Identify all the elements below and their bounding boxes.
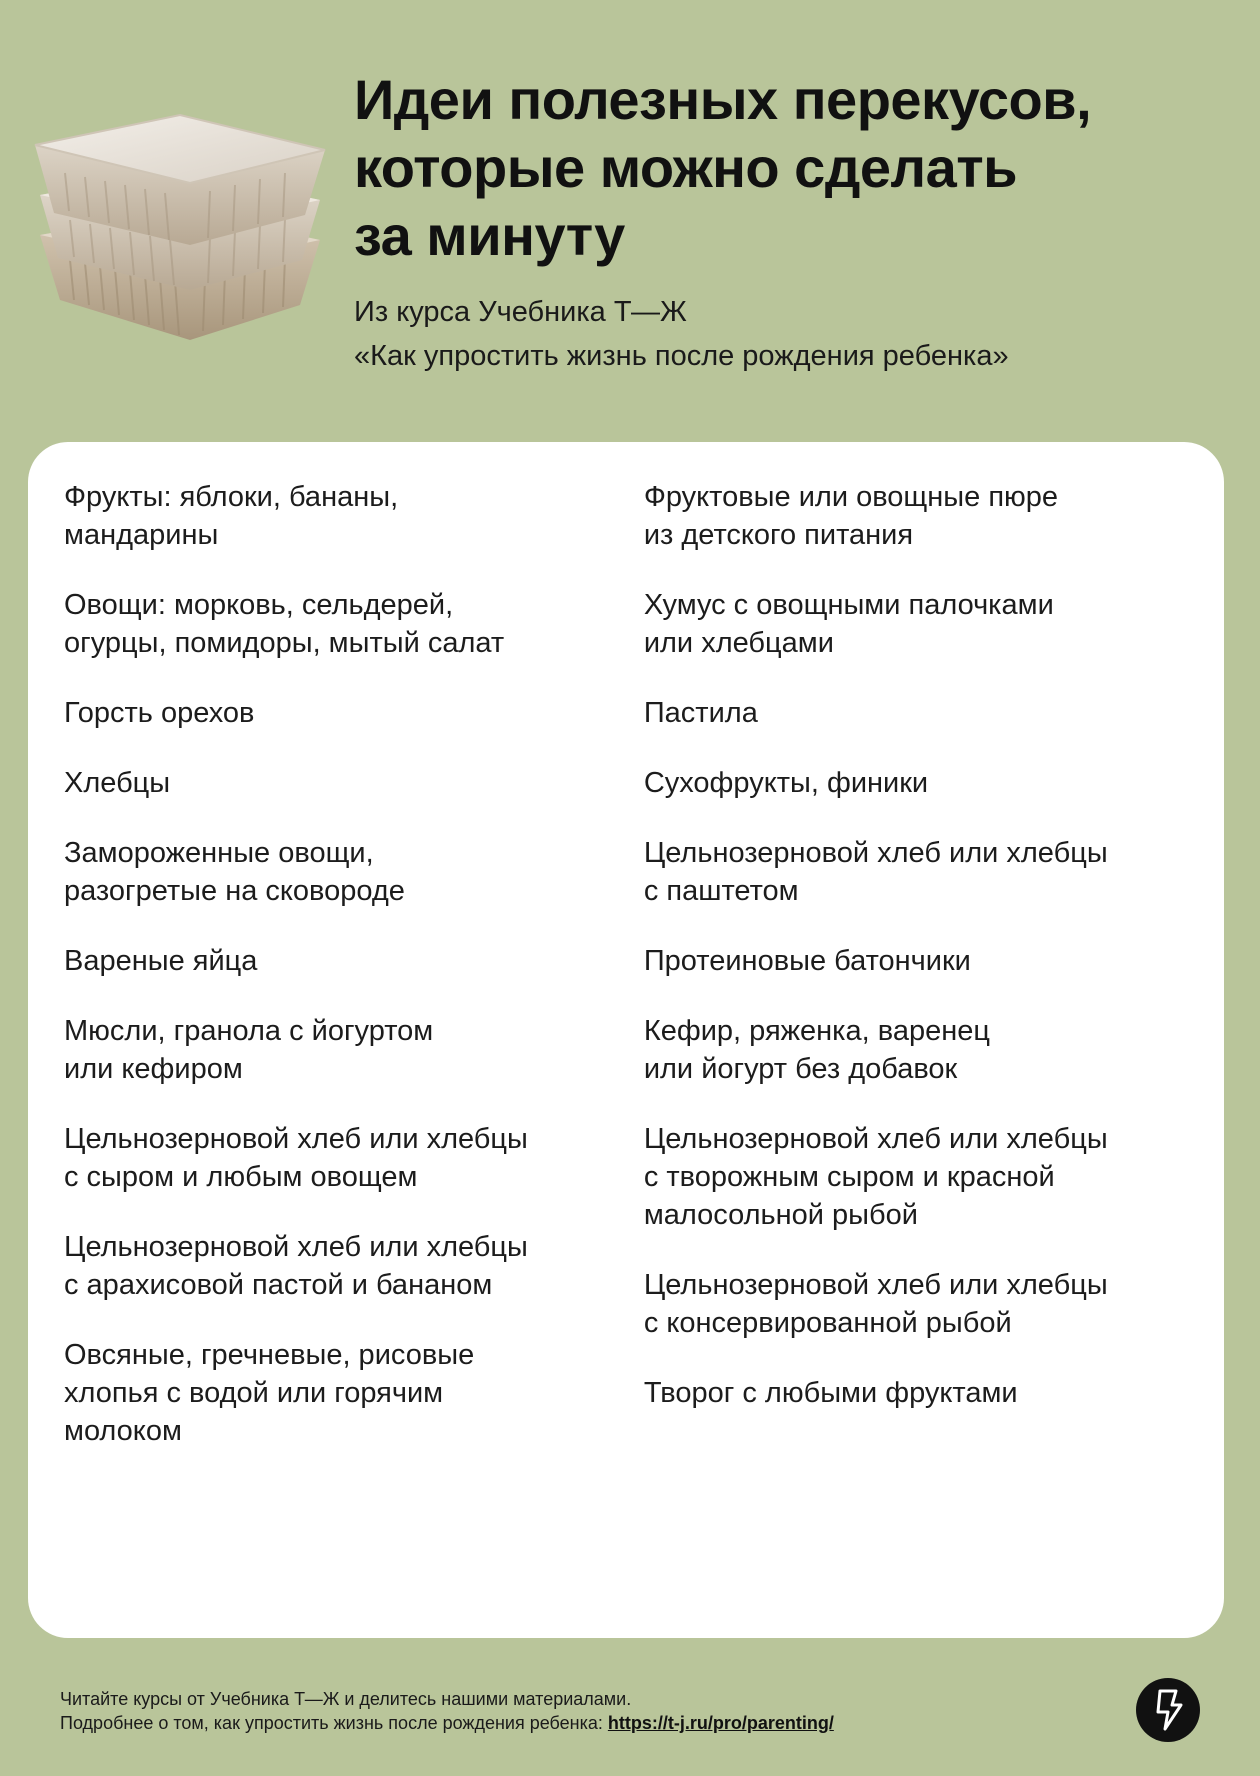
snack-item	[644, 834, 1188, 910]
snack-item	[64, 694, 644, 732]
snack-item-line: Вареные яйца	[64, 945, 258, 977]
snack-item	[644, 942, 1188, 980]
snack-item	[644, 1120, 1188, 1234]
snack-column-right	[644, 478, 1188, 1482]
snack-item	[644, 764, 1188, 802]
snack-item	[644, 694, 1188, 732]
snack-item-line: Хумус с овощными палочками	[643, 589, 1054, 621]
food-containers-illustration	[30, 95, 330, 345]
snack-item-line: Фрукты: яблоки, бананы,	[64, 481, 399, 513]
snack-item	[644, 1012, 1188, 1088]
snack-item-line: Фруктовые или овощные пюре	[643, 481, 1059, 513]
snack-item	[64, 478, 644, 554]
page-title	[354, 66, 1234, 270]
subtitle-line: «Как упростить жизнь после рождения ребенка»	[354, 340, 1009, 372]
footer-line-2-text: Подробнее о том, как упростить жизнь после рождения ребенка:	[60, 1713, 608, 1733]
snack-item-line: или кефиром	[64, 1053, 243, 1085]
snack-item-line: Цельнозерновой хлеб или хлебцы	[643, 837, 1108, 869]
snack-item-line: Протеиновые батончики	[643, 945, 971, 977]
snack-item-line: с паштетом	[643, 875, 799, 907]
snack-item-line: или йогурт без добавок	[643, 1053, 958, 1085]
snack-item	[644, 586, 1188, 662]
snack-item-line: с консервированной рыбой	[643, 1307, 1012, 1339]
snack-column-left	[64, 478, 644, 1482]
snack-item-line: Хлебцы	[64, 767, 171, 799]
snack-item-line: огурцы, помидоры, мытый салат	[64, 627, 505, 659]
snack-item	[64, 834, 644, 910]
snack-item-line: Цельнозерновой хлеб или хлебцы	[643, 1269, 1108, 1301]
snack-item-line: с сыром и любым овощем	[64, 1161, 418, 1193]
snack-item	[64, 764, 644, 802]
snack-item-line: Кефир, ряженка, варенец	[643, 1015, 990, 1047]
snack-item-line: Цельнозерновой хлеб или хлебцы	[64, 1231, 528, 1263]
snack-list-card	[28, 442, 1224, 1638]
snack-item-line: разогретые на сковороде	[64, 875, 405, 907]
snack-item-line: малосольной рыбой	[643, 1199, 918, 1231]
snack-item-line: из детского питания	[643, 519, 914, 551]
snack-item-line: Мюсли, гранола с йогуртом	[64, 1015, 434, 1047]
title-line: Идеи полезных перекусов,	[354, 68, 1092, 131]
lightning-logo-icon[interactable]	[1136, 1678, 1200, 1742]
snack-item-line: с творожным сыром и красной	[643, 1161, 1055, 1193]
course-link[interactable]: https://t-j.ru/pro/parenting/	[607, 1713, 834, 1733]
snack-item-line: Цельнозерновой хлеб или хлебцы	[643, 1123, 1108, 1155]
snack-item-line: Творог с любыми фруктами	[643, 1377, 1018, 1409]
snack-item-line: Горсть орехов	[64, 697, 255, 729]
title-line: за минуту	[354, 204, 625, 267]
snack-item	[64, 942, 644, 980]
snack-item	[644, 478, 1188, 554]
snack-item-line: с арахисовой пастой и бананом	[64, 1269, 493, 1301]
snack-item	[64, 1228, 644, 1304]
subtitle-line: Из курса Учебника Т—Ж	[354, 296, 687, 328]
snack-item-line: Замороженные овощи,	[64, 837, 374, 869]
snack-item	[64, 1012, 644, 1088]
snack-columns	[64, 478, 1188, 1482]
snack-item	[64, 1336, 644, 1450]
snack-item	[64, 586, 644, 662]
snack-item-line: Овощи: морковь, сельдерей,	[64, 589, 454, 621]
snack-item	[644, 1374, 1188, 1412]
snack-item-line: мандарины	[64, 519, 219, 551]
snack-item-line: хлопья с водой или горячим	[64, 1377, 444, 1409]
snack-item	[64, 1120, 644, 1196]
snack-item-line: Овсяные, гречневые, рисовые	[64, 1339, 475, 1371]
footer	[60, 1687, 834, 1735]
snack-item-line: Пастила	[643, 697, 758, 729]
snack-item-line: молоком	[64, 1415, 182, 1447]
snack-item	[644, 1266, 1188, 1342]
snack-item-line: или хлебцами	[643, 627, 834, 659]
footer-line-1: Читайте курсы от Учебника Т—Ж и делитесь нашими материалами.	[60, 1689, 632, 1709]
subtitle	[354, 290, 1234, 378]
header	[354, 66, 1234, 378]
footer-line-2	[60, 1711, 834, 1735]
title-line: которые можно сделать	[354, 136, 1018, 199]
snack-item-line: Сухофрукты, финики	[643, 767, 929, 799]
snack-item-line: Цельнозерновой хлеб или хлебцы	[64, 1123, 528, 1155]
